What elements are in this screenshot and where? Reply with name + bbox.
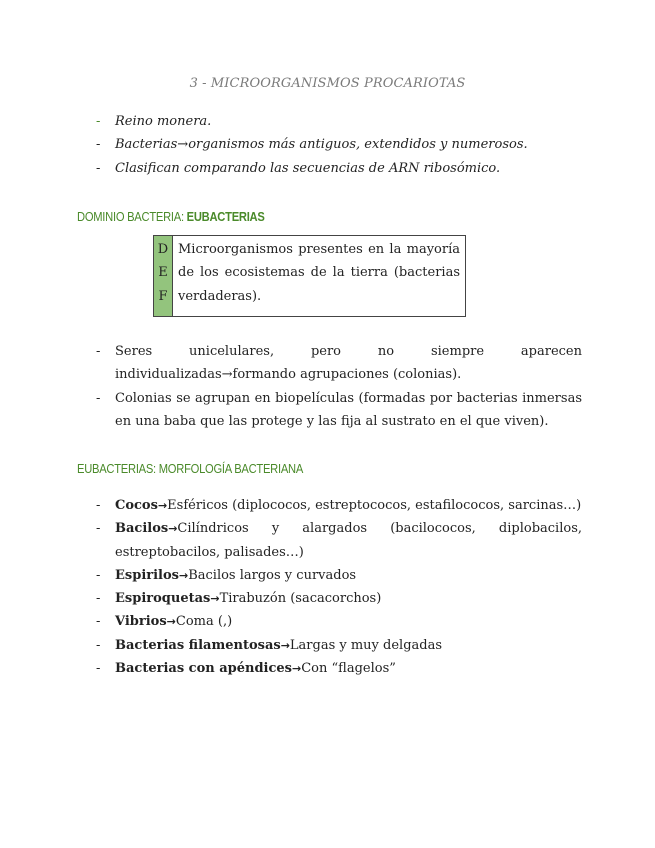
bullet-dash: - (96, 160, 101, 176)
morphology-term: Espiroquetas (115, 591, 211, 607)
morphology-desc: Cilíndricos y alargados (bacilococos, diplobacilos, estreptobacilos, palisades…) (115, 521, 582, 560)
section-heading-morphology: EUBACTERIAS: MORFOLOGÍA BACTERIANA (77, 461, 304, 476)
list-item-text: Bacterias→organismos más antiguos, extendidos y numerosos. (115, 137, 528, 153)
general-list (96, 340, 582, 433)
definition-label-letter: E (158, 265, 168, 281)
section-heading-domain (77, 209, 265, 224)
definition-box (153, 235, 466, 317)
list-item (96, 340, 582, 387)
arrow-icon: → (166, 615, 176, 629)
bullet-dash: - (96, 637, 101, 653)
morphology-desc: Tirabuzón (sacacorchos) (219, 591, 382, 607)
arrow-icon: → (178, 568, 189, 582)
bullet-dash: - (96, 591, 101, 607)
definition-label-letter: D (157, 242, 169, 257)
bullet-dash: - (96, 521, 101, 537)
list-item-text: Colonias se agrupan en biopelículas (formadas por bacterias inmersas en una baba que las protege y las fija al sustrato en el que viven). (115, 390, 582, 429)
bullet-dash: - (96, 390, 101, 406)
morphology-term: Vibrios (115, 614, 167, 630)
list-item-text: Clasifican comparando las secuencias de ARN ribosómico. (115, 160, 501, 176)
arrow-icon: → (157, 499, 168, 512)
list-item (96, 657, 582, 680)
list-item (96, 587, 582, 610)
list-item (96, 634, 582, 657)
list-item (96, 517, 582, 564)
list-item (96, 387, 582, 434)
arrow-icon: → (292, 662, 302, 676)
morphology-desc: Largas y muy delgadas (289, 637, 443, 653)
list-item (96, 610, 582, 633)
definition-text: Microorganismos presentes en la mayoría de los ecosistemas de la tierra (bacterias verdaderas). (178, 242, 460, 304)
list-item (96, 133, 582, 156)
intro-list (96, 110, 582, 180)
bullet-dash: - (96, 498, 101, 513)
morphology-desc: Coma (,) (175, 614, 233, 630)
morphology-desc: Esféricos (diplococos, estreptococos, estafilococos, sarcinas…) (167, 498, 582, 513)
arrow-icon: → (210, 592, 220, 606)
morphology-term: Bacterias filamentosas (115, 637, 281, 653)
list-item (96, 564, 582, 587)
bullet-dash: - (96, 614, 101, 630)
morphology-desc: Con “flagelos” (301, 661, 396, 677)
list-item (96, 110, 582, 133)
morphology-desc: Bacilos largos y curvados (188, 567, 357, 583)
page-title: 3 - MICROORGANISMOS PROCARIOTAS (189, 76, 466, 91)
list-item (96, 494, 582, 517)
list-item (96, 157, 582, 180)
list-item-text: Seres unicelulares, pero no siempre aparecen individualizadas→formando agrupaciones (colonias). (115, 344, 582, 383)
list-item-text: Reino monera. (115, 114, 212, 129)
section-heading-emphasis: EUBACTERIAS (186, 209, 265, 224)
bullet-dash: - (96, 137, 101, 153)
bullet-dash: - (96, 114, 101, 129)
bullet-dash: - (96, 567, 101, 583)
morphology-term: Cocos (115, 498, 158, 513)
bullet-dash: - (96, 661, 101, 677)
morphology-term: Bacterias con apéndices (115, 661, 292, 677)
arrow-icon: → (280, 638, 290, 652)
bullet-dash: - (96, 344, 101, 359)
morphology-term: Espirilos (115, 567, 179, 583)
morphology-term: Bacilos (115, 521, 169, 537)
section-heading-prefix: DOMINIO BACTERIA: (77, 209, 187, 224)
arrow-icon: → (168, 522, 178, 536)
definition-label-letter: F (158, 288, 168, 304)
morphology-list (96, 494, 582, 680)
definition-label (154, 236, 173, 316)
